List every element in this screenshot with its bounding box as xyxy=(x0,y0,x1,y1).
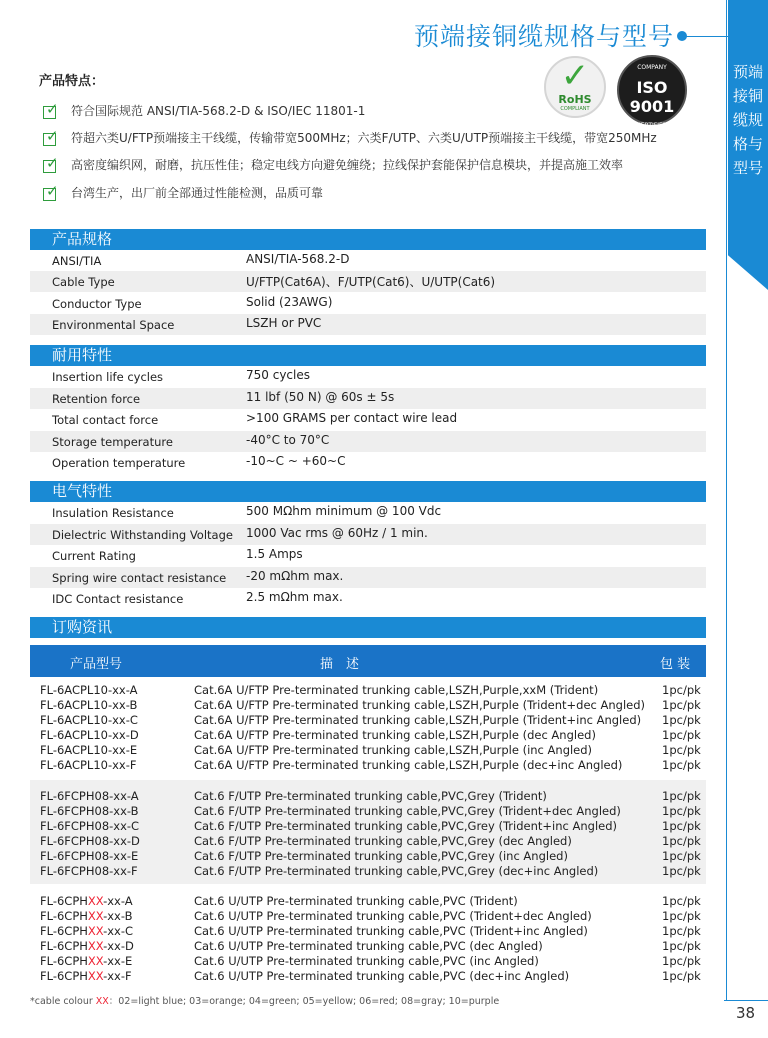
order-row xyxy=(30,893,706,908)
section-header-durability: 耐用特性 xyxy=(30,345,706,366)
feature-text: 高密度编织网，耐磨，抗压性佳；稳定电线方向避免缠绕；拉线保护套能保护信息模块，并提高施工效率 xyxy=(71,158,624,172)
order-pack: 1pc/pk xyxy=(662,909,701,923)
spec-key: Retention force xyxy=(52,392,141,406)
spec-value: 1.5 Amps xyxy=(246,547,303,561)
spec-value: U/FTP(Cat6A)、F/UTP(Cat6)、U/UTP(Cat6) xyxy=(246,275,496,289)
iso-logo xyxy=(617,55,687,129)
feature-item xyxy=(43,181,324,201)
order-model: FL-6ACPL10-xx-F xyxy=(40,758,137,772)
order-pack: 1pc/pk xyxy=(662,743,701,757)
spec-row xyxy=(30,502,706,523)
spec-row xyxy=(30,588,706,609)
feature-item xyxy=(43,153,624,173)
order-row xyxy=(30,818,706,833)
check-icon: ✓ xyxy=(560,56,590,96)
order-model: FL-6CPHXX-xx-E xyxy=(40,954,133,968)
spec-value: 2.5 mΩhm max. xyxy=(246,590,343,604)
spec-row xyxy=(30,545,706,566)
spec-row xyxy=(30,452,706,473)
spec-row xyxy=(30,409,706,430)
spec-value: -20 mΩhm max. xyxy=(246,569,344,583)
order-row xyxy=(30,697,706,712)
order-model: FL-6ACPL10-xx-A xyxy=(40,683,138,697)
order-row xyxy=(30,727,706,742)
order-model: FL-6CPHXX-xx-D xyxy=(40,939,134,953)
order-row xyxy=(30,848,706,863)
order-row xyxy=(30,788,706,803)
rohs-sub: COMPLIANT xyxy=(560,106,590,112)
order-desc: Cat.6 F/UTP Pre-terminated trunking cable,PVC,Grey (dec+inc Angled) xyxy=(194,864,599,878)
order-desc: Cat.6 U/UTP Pre-terminated trunking cable,PVC (inc Angled) xyxy=(194,954,539,968)
spec-key: Storage temperature xyxy=(52,435,173,449)
order-row xyxy=(30,742,706,757)
spec-value: 1000 Vac rms @ 60Hz / 1 min. xyxy=(246,526,428,540)
order-group xyxy=(30,682,706,772)
order-row xyxy=(30,757,706,772)
order-row xyxy=(30,968,706,983)
order-desc: Cat.6 U/UTP Pre-terminated trunking cable,PVC (Trident+dec Angled) xyxy=(194,909,592,923)
order-model: FL-6CPHXX-xx-F xyxy=(40,969,132,983)
spec-key: Conductor Type xyxy=(52,297,142,311)
order-pack: 1pc/pk xyxy=(662,819,701,833)
order-pack: 1pc/pk xyxy=(662,849,701,863)
spec-row xyxy=(30,524,706,545)
order-pack: 1pc/pk xyxy=(662,713,701,727)
order-table-header xyxy=(30,645,706,677)
spec-key: Environmental Space xyxy=(52,318,175,332)
spec-key: Insertion life cycles xyxy=(52,370,164,384)
spec-value: 750 cycles xyxy=(246,368,310,382)
feature-item xyxy=(43,99,366,119)
order-model: FL-6CPHXX-xx-C xyxy=(40,924,134,938)
colour-note: *cable colour XX：02=light blue; 03=orange; 04=green; 05=yellow; 06=red; 08=gray; 10=purple xyxy=(30,996,500,1007)
order-pack: 1pc/pk xyxy=(662,924,701,938)
order-group xyxy=(30,893,706,983)
order-pack: 1pc/pk xyxy=(662,698,701,712)
order-model: FL-6FCPH08-xx-D xyxy=(40,834,140,848)
spec-value: LSZH or PVC xyxy=(246,316,322,330)
spec-row xyxy=(30,366,706,387)
order-desc: Cat.6 F/UTP Pre-terminated trunking cable,PVC,Grey (Trident+dec Angled) xyxy=(194,804,621,818)
order-model: FL-6ACPL10-xx-E xyxy=(40,743,138,757)
order-model: FL-6ACPL10-xx-D xyxy=(40,728,139,742)
order-model: FL-6FCPH08-xx-A xyxy=(40,789,139,803)
order-pack: 1pc/pk xyxy=(662,683,701,697)
footer-divider xyxy=(724,1000,768,1001)
spec-row xyxy=(30,567,706,588)
spec-value: 11 lbf (50 N) @ 60s ± 5s xyxy=(246,390,395,404)
order-pack: 1pc/pk xyxy=(662,789,701,803)
order-model: FL-6ACPL10-xx-B xyxy=(40,698,138,712)
feature-text: 台湾生产，出厂前全部通过性能检测，品质可靠 xyxy=(71,186,324,200)
spec-key: Spring wire contact resistance xyxy=(52,571,227,585)
checkbox-icon: ✓ xyxy=(43,130,60,146)
spec-row xyxy=(30,271,706,292)
order-pack: 1pc/pk xyxy=(662,758,701,772)
order-desc: Cat.6 U/UTP Pre-terminated trunking cable,PVC (Trident) xyxy=(194,894,518,908)
spec-row xyxy=(30,293,706,314)
spec-row xyxy=(30,250,706,271)
order-desc: Cat.6 F/UTP Pre-terminated trunking cable,PVC,Grey (inc Angled) xyxy=(194,849,568,863)
section-header-specs: 产品规格 xyxy=(30,229,706,250)
iso-bottom: CERTIFIED xyxy=(636,122,668,129)
section-header-ordering: 订购资讯 xyxy=(30,617,706,638)
order-pack: 1pc/pk xyxy=(662,834,701,848)
order-row xyxy=(30,682,706,697)
col-model: 产品型号 xyxy=(70,657,123,672)
order-pack: 1pc/pk xyxy=(662,728,701,742)
order-model: FL-6CPHXX-xx-B xyxy=(40,909,133,923)
order-row xyxy=(30,923,706,938)
spec-key: Insulation Resistance xyxy=(52,506,174,520)
order-desc: Cat.6 U/UTP Pre-terminated trunking cable,PVC (dec+inc Angled) xyxy=(194,969,570,983)
order-row xyxy=(30,938,706,953)
side-divider xyxy=(726,0,727,1000)
order-desc: Cat.6 U/UTP Pre-terminated trunking cable,PVC (dec Angled) xyxy=(194,939,543,953)
order-pack: 1pc/pk xyxy=(662,969,701,983)
section-header-electrical: 电气特性 xyxy=(30,481,706,502)
order-row xyxy=(30,863,706,878)
title-dot-icon xyxy=(677,31,687,41)
rohs-name: RoHS xyxy=(558,93,592,106)
order-model: FL-6FCPH08-xx-B xyxy=(40,804,139,818)
order-pack: 1pc/pk xyxy=(662,954,701,968)
col-desc: 描 述 xyxy=(320,657,360,672)
order-desc: Cat.6 F/UTP Pre-terminated trunking cable,PVC,Grey (Trident) xyxy=(194,789,547,803)
spec-value: -40°C to 70°C xyxy=(246,433,330,447)
order-model: FL-6FCPH08-xx-F xyxy=(40,864,138,878)
spec-key: Current Rating xyxy=(52,549,136,563)
spec-key: Cable Type xyxy=(52,275,115,289)
spec-value: ANSI/TIA-568.2-D xyxy=(246,252,350,266)
feature-text: 符超六类U/FTP预端接主干线缆，传输带宽500MHz；六类F/UTP、六类U/UTP预端接主干线缆，带宽250MHz xyxy=(71,131,657,145)
spec-key: Total contact force xyxy=(52,413,159,427)
order-row xyxy=(30,712,706,727)
spec-row xyxy=(30,388,706,409)
order-row xyxy=(30,953,706,968)
spec-value: -10~C ~ +60~C xyxy=(246,454,346,468)
side-tab-label: 预端接铜缆规格与型号 xyxy=(732,63,763,177)
order-row xyxy=(30,803,706,818)
order-row xyxy=(30,833,706,848)
spec-key: ANSI/TIA xyxy=(52,254,102,268)
order-row xyxy=(30,908,706,923)
order-desc: Cat.6 U/UTP Pre-terminated trunking cable,PVC (Trident+inc Angled) xyxy=(194,924,588,938)
order-desc: Cat.6A U/FTP Pre-terminated trunking cable,LSZH,Purple,xxM (Trident) xyxy=(194,683,599,697)
order-group xyxy=(30,780,706,884)
order-desc: Cat.6 F/UTP Pre-terminated trunking cable,PVC,Grey (Trident+inc Angled) xyxy=(194,819,617,833)
spec-row xyxy=(30,431,706,452)
feature-text: 符合国际规范 ANSI/TIA-568.2-D & ISO/IEC 11801-1 xyxy=(71,104,366,118)
order-model: FL-6FCPH08-xx-E xyxy=(40,849,139,863)
spec-row xyxy=(30,314,706,335)
order-pack: 1pc/pk xyxy=(662,804,701,818)
feature-item xyxy=(43,126,657,146)
order-pack: 1pc/pk xyxy=(662,939,701,953)
spec-value: Solid (23AWG) xyxy=(246,295,333,309)
page-title: 预端接铜缆规格与型号 xyxy=(414,22,675,51)
spec-key: IDC Contact resistance xyxy=(52,592,184,606)
col-pack: 包 装 xyxy=(660,657,691,672)
order-desc: Cat.6A U/FTP Pre-terminated trunking cable,LSZH,Purple (dec Angled) xyxy=(194,728,596,742)
order-desc: Cat.6A U/FTP Pre-terminated trunking cable,LSZH,Purple (inc Angled) xyxy=(194,743,593,757)
order-model: FL-6CPHXX-xx-A xyxy=(40,894,133,908)
order-desc: Cat.6A U/FTP Pre-terminated trunking cable,LSZH,Purple (dec+inc Angled) xyxy=(194,758,623,772)
order-pack: 1pc/pk xyxy=(662,894,701,908)
page-number: 38 xyxy=(736,1004,756,1022)
features-title: 产品特点： xyxy=(39,74,105,89)
order-pack: 1pc/pk xyxy=(662,864,701,878)
order-desc: Cat.6A U/FTP Pre-terminated trunking cable,LSZH,Purple (Trident+dec Angled) xyxy=(194,698,646,712)
order-model: FL-6FCPH08-xx-C xyxy=(40,819,140,833)
spec-value: 500 MΩhm minimum @ 100 Vdc xyxy=(246,504,442,518)
checkbox-icon: ✓ xyxy=(43,185,60,201)
checkbox-icon: ✓ xyxy=(43,103,60,119)
rohs-logo xyxy=(544,56,606,118)
checkbox-icon: ✓ xyxy=(43,157,60,173)
order-desc: Cat.6 F/UTP Pre-terminated trunking cable,PVC,Grey (dec Angled) xyxy=(194,834,572,848)
spec-value: >100 GRAMS per contact wire lead xyxy=(246,411,458,425)
order-desc: Cat.6A U/FTP Pre-terminated trunking cable,LSZH,Purple (Trident+inc Angled) xyxy=(194,713,642,727)
spec-key: Dielectric Withstanding Voltage xyxy=(52,528,233,542)
order-model: FL-6ACPL10-xx-C xyxy=(40,713,138,727)
spec-key: Operation temperature xyxy=(52,456,186,470)
iso-top: COMPANY xyxy=(637,64,667,71)
iso-main: ISO 9001 xyxy=(629,78,675,116)
